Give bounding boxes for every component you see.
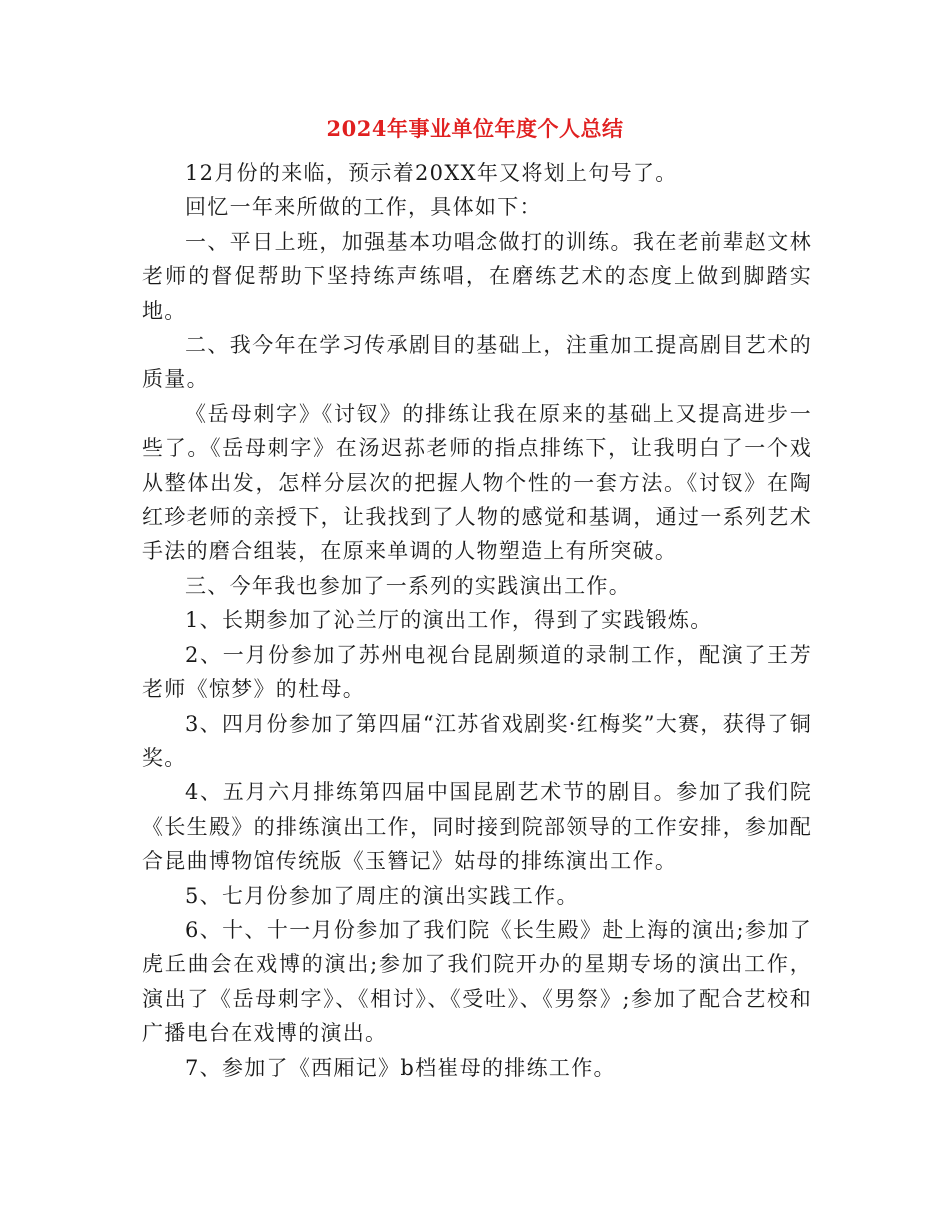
paragraph: 二、我今年在学习传承剧目的基础上，注重加工提高剧目艺术的质量。: [142, 333, 812, 392]
paragraph: 7、参加了《西厢记》b档崔母的排练工作。: [185, 1055, 616, 1080]
paragraph: 2、一月份参加了苏州电视台昆剧频道的录制工作，配演了王芳老师《惊梦》的杜母。: [142, 642, 812, 702]
paragraph: 4、五月六月排练第四届中国昆剧艺术节的剧目。参加了我们院《长生殿》的排练演出工作，同时接到院部领导的工作安排，参加配合昆曲博物馆传统版《玉簪记》姑母的排练演出工作。: [142, 780, 812, 874]
paragraph: 《岳母刺字》《讨钗》的排练让我在原来的基础上又提高进步一些了。《岳母刺字》在汤迟荪老师的指点排练下，让我明白了一个戏从整体出发，怎样分层次的把握人物个性的一套方法。《讨钗》在陶红珍老师的亲授下，让我找到了人物的感觉和基调，通过一系列艺术手法的磨合组装，在原来单调的人物塑造上有所突破。: [142, 401, 812, 564]
paragraph: 12月份的来临，预示着20XX年又将划上句号了。: [185, 161, 678, 185]
document-title: 2024年事业单位年度个人总结: [326, 116, 624, 141]
paragraph: 三、今年我也参加了一系列的实践演出工作。: [185, 573, 631, 598]
paragraph: 3、四月份参加了第四届“江苏省戏剧奖·红梅奖”大赛，获得了铜奖。: [142, 711, 812, 770]
paragraph: 6、十、十一月份参加了我们院《长生殿》赴上海的演出;参加了虎丘曲会在戏博的演出;参加了我们院开办的星期专场的演出工作，演出了《岳母刺字》、《相讨》、《受吐》、《男祭》;参加了配合艺校和广播电台在戏博的演出。: [142, 917, 812, 1046]
paragraph: 回忆一年来所做的工作，具体如下：: [185, 195, 542, 220]
document-body: [142, 156, 812, 1085]
paragraph: 5、七月份参加了周庄的演出实践工作。: [185, 883, 579, 908]
paragraph: 一、平日上班，加强基本功唱念做打的训练。我在老前辈赵文林老师的督促帮助下坚持练声练唱，在磨练艺术的态度上做到脚踏实地。: [142, 229, 812, 323]
paragraph: 1、长期参加了沁兰厅的演出工作，得到了实践锻炼。: [185, 608, 713, 633]
